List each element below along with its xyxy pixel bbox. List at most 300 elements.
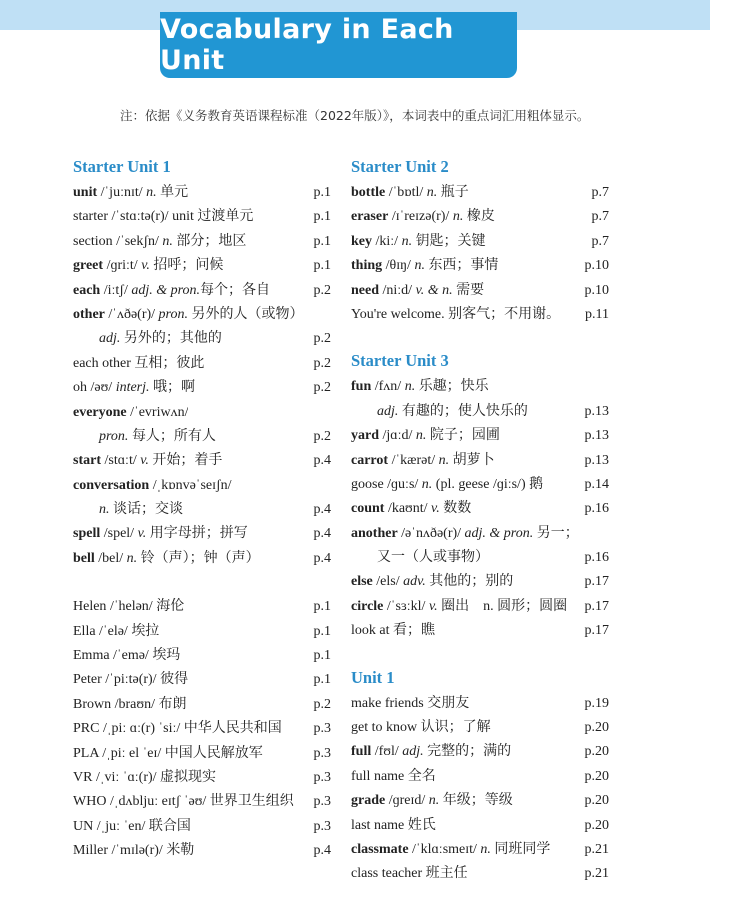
entry-word: get to know <box>351 720 418 736</box>
entry-phonetic: /ˈhelən/ <box>106 599 157 615</box>
entry-part-of-speech: adj. & pron. <box>131 282 201 298</box>
entry-text <box>73 522 248 546</box>
entry-text <box>351 497 471 521</box>
entry-part-of-speech: n. <box>421 476 433 492</box>
entry-page-ref: p.4 <box>313 502 331 518</box>
entry-phonetic: /iːtʃ/ <box>100 282 132 298</box>
entry-word: thing <box>351 258 383 274</box>
entry-part-of-speech: v. <box>431 501 440 517</box>
entry-word: Brown <box>73 696 112 712</box>
entry-meaning: 另一； <box>533 525 579 541</box>
entry-phonetic: /niːd/ <box>379 282 416 298</box>
entry-meaning: 用字母拼；拼写 <box>146 526 248 542</box>
vocab-entry <box>351 205 609 229</box>
vocab-entry <box>351 692 609 716</box>
entry-text <box>73 790 294 814</box>
entry-meaning: 单元 <box>156 185 189 200</box>
entry-part-of-speech: n. <box>426 185 438 200</box>
entry-phonetic: /ˈbɒtl/ <box>385 185 427 200</box>
entry-word: last name <box>351 817 405 833</box>
entry-meaning: 年级；等级 <box>439 793 513 809</box>
entry-page-ref: p.14 <box>584 476 609 492</box>
entry-word: fun <box>351 379 372 395</box>
entry-text <box>73 230 246 254</box>
vocab-entry <box>73 279 331 303</box>
entry-meaning: 埃玛 <box>152 648 181 664</box>
entry-meaning: 钥匙；关键 <box>412 233 486 249</box>
entry-part-of-speech: n. <box>452 209 464 225</box>
entry-page-ref: p.1 <box>313 233 331 249</box>
entry-word: everyone <box>73 404 127 420</box>
entry-text <box>351 522 579 546</box>
entry-text <box>73 425 216 449</box>
entry-text <box>351 375 489 399</box>
entry-phonetic: /spel/ <box>100 526 138 542</box>
entry-page-ref: p.21 <box>584 841 609 857</box>
vocab-entry <box>73 498 331 522</box>
entry-meaning: 世界卫生组织 <box>209 794 294 810</box>
entry-part-of-speech: n. <box>404 379 416 395</box>
vocab-entry <box>73 254 331 278</box>
entry-part-of-speech: v. <box>137 526 147 542</box>
entry-page-ref: p.2 <box>313 380 331 396</box>
entry-word: unit <box>73 185 98 200</box>
entry-page-ref: p.16 <box>584 501 609 517</box>
entry-text <box>73 595 184 619</box>
entry-word: conversation <box>73 477 150 493</box>
entry-meaning: 胡萝卜 <box>449 452 495 468</box>
entry-phonetic: /fʊl/ <box>371 744 403 760</box>
entry-word: need <box>351 282 379 298</box>
entry-word: bottle <box>351 185 386 200</box>
entry-text <box>73 668 188 692</box>
section-heading: Starter Unit 1 <box>73 157 171 176</box>
entry-page-ref: p.4 <box>313 843 331 859</box>
entry-part-of-speech: n. <box>99 502 110 518</box>
section-spacer <box>351 327 609 350</box>
entry-meaning: 院子；园圃 <box>426 428 500 444</box>
entry-text <box>351 181 469 205</box>
entry-phonetic: /ˈsekʃn/ <box>112 233 163 249</box>
entry-meaning: 东西；事情 <box>424 258 499 274</box>
vocab-entry <box>73 230 331 254</box>
section-spacer <box>73 571 331 595</box>
entry-page-ref: p.3 <box>313 721 331 737</box>
left-column <box>73 156 331 864</box>
entry-meaning: (pl. geese /ɡiːs/) 鹅 <box>432 476 544 492</box>
entry-word: PRC <box>73 721 100 737</box>
entry-meaning: 海伦 <box>156 599 185 615</box>
entry-word: each other <box>73 355 131 371</box>
entry-phonetic: /kaʊnt/ <box>384 501 432 517</box>
entry-meaning: 有趣的；使人快乐的 <box>398 403 528 419</box>
entry-page-ref: p.7 <box>591 185 609 200</box>
entry-meaning: 乐趣；快乐 <box>415 379 489 395</box>
entry-part-of-speech: n. <box>162 233 173 249</box>
entry-page-ref: p.1 <box>313 185 331 200</box>
entry-text <box>73 717 282 741</box>
entry-meaning: unit 过渡单元 <box>172 209 254 225</box>
entry-page-ref: p.20 <box>584 720 609 736</box>
entry-text <box>73 620 159 644</box>
vocab-entry <box>351 473 609 497</box>
entry-part-of-speech: interj. <box>115 380 150 396</box>
entry-phonetic: /ˈemə/ <box>109 648 153 664</box>
vocab-entry <box>73 595 331 619</box>
section-spacer <box>351 644 609 667</box>
entry-word: make friends <box>351 695 424 711</box>
entry-page-ref: p.13 <box>584 403 609 419</box>
entry-meaning: 班主任 <box>425 866 468 882</box>
entry-meaning: 每个；各自 <box>200 282 271 298</box>
entry-page-ref: p.2 <box>313 696 331 712</box>
entry-word: other <box>73 306 105 322</box>
entry-word: Miller <box>73 843 108 859</box>
entry-page-ref: p.1 <box>313 623 331 639</box>
entry-page-ref: p.3 <box>313 794 331 810</box>
vocab-entry <box>351 595 609 619</box>
entry-word: full <box>351 744 372 760</box>
entry-phonetic: /ɡriːt/ <box>103 258 142 274</box>
entry-phonetic: /ɡuːs/ <box>383 476 422 492</box>
entry-page-ref: p.20 <box>584 768 609 784</box>
vocab-entry <box>351 303 609 327</box>
entry-phonetic: /stɑːt/ <box>101 453 141 469</box>
entry-text <box>351 862 468 886</box>
entry-page-ref: p.2 <box>313 355 331 371</box>
vocab-entry <box>351 740 609 764</box>
entry-text <box>73 376 195 400</box>
vocab-entry <box>351 862 609 886</box>
entry-text <box>351 424 500 448</box>
vocab-entry <box>73 205 331 229</box>
entry-text <box>351 303 560 327</box>
entry-meaning: 完整的；满的 <box>423 744 512 760</box>
vocab-entry <box>73 644 331 668</box>
entry-page-ref: p.3 <box>313 818 331 834</box>
entry-text <box>351 279 484 303</box>
entry-meaning: 另外的；其他的 <box>120 331 222 347</box>
entry-word: Peter <box>73 672 102 688</box>
entry-word: carrot <box>351 452 389 468</box>
entry-part-of-speech: adj. & pron. <box>464 525 534 541</box>
entry-word: else <box>351 574 373 590</box>
entry-word: section <box>73 233 113 249</box>
entry-phonetic: /els/ <box>372 574 404 590</box>
entry-phonetic: /braʊn/ <box>111 696 159 712</box>
vocab-entry <box>73 766 331 790</box>
vocab-entry <box>73 790 331 814</box>
vocab-entry <box>73 839 331 863</box>
entry-text <box>73 474 232 498</box>
entry-page-ref: p.2 <box>313 282 331 298</box>
entry-phonetic: /ˌjuː ˈen/ <box>93 818 149 834</box>
vocab-entry <box>73 742 331 766</box>
vocab-entry <box>351 789 609 813</box>
entry-meaning: 开始；着手 <box>148 453 223 469</box>
entry-word: UN <box>73 818 94 834</box>
entry-word: another <box>351 525 398 541</box>
entry-text <box>73 766 216 790</box>
vocab-entry <box>73 303 331 327</box>
section-heading: Starter Unit 3 <box>351 351 449 371</box>
entry-text <box>73 815 191 839</box>
vocab-entry <box>73 693 331 717</box>
entry-text <box>351 789 513 813</box>
entry-word: You're welcome. <box>351 306 445 322</box>
entry-page-ref: p.1 <box>313 648 331 664</box>
entry-phonetic: /ˈevriwʌn/ <box>126 404 189 420</box>
entry-phonetic: /ˈkærət/ <box>388 452 439 468</box>
vocab-section <box>73 156 331 571</box>
entry-text <box>73 449 222 473</box>
vocab-entry <box>73 449 331 473</box>
vocab-entry <box>351 449 609 473</box>
entry-meaning: 别客气；不用谢。 <box>448 306 561 322</box>
vocab-entry <box>351 716 609 740</box>
entry-part-of-speech: v. & n. <box>415 282 453 298</box>
entry-phonetic: /ˈʌðə(r)/ <box>104 306 159 322</box>
entry-meaning: 需要 <box>452 282 485 298</box>
entry-part-of-speech: n. <box>146 185 157 200</box>
entry-word: key <box>351 233 372 249</box>
vocab-entry <box>73 620 331 644</box>
entry-part-of-speech: n. <box>480 841 491 857</box>
entry-word: Emma <box>73 648 110 664</box>
entry-word: goose <box>351 476 384 492</box>
entry-page-ref: p.2 <box>313 331 331 347</box>
entry-phonetic: /ˈelə/ <box>95 623 132 639</box>
section-heading: Unit 1 <box>351 667 395 687</box>
entry-meaning: 全名 <box>407 768 436 784</box>
entry-page-ref: p.1 <box>313 599 331 615</box>
entry-meaning: 米勒 <box>166 843 195 859</box>
vocab-section <box>351 667 609 887</box>
entry-part-of-speech: adj. <box>99 331 121 347</box>
entry-text <box>351 838 550 862</box>
entry-text <box>351 205 495 229</box>
entry-page-ref: p.11 <box>585 306 609 322</box>
entry-page-ref: p.16 <box>584 550 609 566</box>
entry-phonetic: /əˈnʌðə(r)/ <box>397 525 465 541</box>
entry-phonetic: /ˌviː ˈɑː(r)/ <box>92 769 161 785</box>
entry-phonetic: /ˌkɒnvəˈseɪʃn/ <box>149 477 232 493</box>
entry-meaning: 同班同学 <box>490 841 551 857</box>
entry-page-ref: p.4 <box>313 453 331 469</box>
entry-text <box>351 619 435 643</box>
entry-text <box>351 692 469 716</box>
entry-meaning: 互相；彼此 <box>134 355 205 371</box>
vocab-entry <box>73 668 331 692</box>
entry-phonetic: /ˈjuːnɪt/ <box>97 185 147 200</box>
entry-text <box>73 742 263 766</box>
vocab-section <box>73 595 331 863</box>
entry-text <box>351 740 511 764</box>
entry-phonetic: /ɡreɪd/ <box>385 793 429 809</box>
page-note: 注：依据《义务教育英语课程标准（2022年版）》，本词表中的重点词汇用粗体显示。 <box>120 108 590 123</box>
entry-text <box>73 693 186 717</box>
entry-part-of-speech: v. <box>140 453 149 469</box>
vocab-entry <box>73 522 331 546</box>
vocab-entry <box>73 401 331 425</box>
vocab-entry <box>351 279 609 303</box>
vocab-entry <box>351 814 609 838</box>
section-heading: Starter Unit 2 <box>351 157 449 176</box>
entry-part-of-speech: n. <box>414 258 425 274</box>
entry-page-ref: p.21 <box>584 866 609 882</box>
title-banner <box>160 12 517 78</box>
entry-part-of-speech: n. <box>438 452 450 468</box>
entry-part-of-speech: adj. <box>377 403 399 419</box>
entry-phonetic: /bel/ <box>94 550 127 566</box>
entry-meaning: 虚拟现实 <box>160 769 217 785</box>
vocab-entry <box>351 375 609 399</box>
vocab-entry <box>351 765 609 789</box>
vocab-section <box>351 156 609 327</box>
entry-phonetic: /ˈklɑːsmeɪt/ <box>408 841 481 857</box>
entry-text <box>73 644 180 668</box>
vocab-entry <box>351 497 609 521</box>
entry-page-ref: p.10 <box>584 258 609 274</box>
vocab-entry <box>73 815 331 839</box>
entry-phonetic: /ˌdʌbljuː eɪtʃ ˈəʊ/ <box>106 794 210 810</box>
vocab-entry <box>73 474 331 498</box>
entry-part-of-speech: n. <box>401 233 413 249</box>
entry-text <box>73 181 188 205</box>
vocab-entry <box>351 424 609 448</box>
entry-phonetic: /ɪˈreɪzə(r)/ <box>388 209 453 225</box>
entry-part-of-speech: v. <box>428 598 438 614</box>
entry-word: starter <box>73 209 108 225</box>
entry-meaning: 铃（声）；钟（声） <box>137 550 260 566</box>
entry-word: PLA <box>73 745 99 761</box>
entry-text <box>73 547 260 571</box>
entry-page-ref: p.17 <box>584 598 609 614</box>
entry-text <box>73 498 183 522</box>
entry-page-ref: p.1 <box>313 258 331 274</box>
entry-word: greet <box>73 258 104 274</box>
entry-meaning: 交朋友 <box>427 695 470 711</box>
entry-phonetic: /ˈmɪlə(r)/ <box>108 843 167 859</box>
entry-page-ref: p.13 <box>584 428 609 444</box>
vocab-entry <box>73 376 331 400</box>
entry-part-of-speech: adj. <box>402 744 424 760</box>
entry-word: Ella <box>73 623 96 639</box>
entry-text <box>73 205 253 229</box>
entry-phonetic: /əʊ/ <box>87 380 116 396</box>
entry-part-of-speech: n. <box>126 550 138 566</box>
entry-meaning: 彼得 <box>160 672 189 688</box>
vocab-entry <box>73 547 331 571</box>
entry-word: count <box>351 501 385 517</box>
entry-meaning: 认识；了解 <box>420 720 491 736</box>
entry-text <box>351 449 495 473</box>
entry-page-ref: p.4 <box>313 526 331 542</box>
entry-text <box>351 570 513 594</box>
vocab-entry <box>73 352 331 376</box>
entry-phonetic: /ˈstɑːtə(r)/ <box>107 209 173 225</box>
entry-text <box>351 230 486 254</box>
entry-word: WHO <box>73 794 107 810</box>
vocab-entry <box>351 181 609 205</box>
entry-page-ref: p.2 <box>313 428 331 444</box>
entry-text <box>351 546 489 570</box>
entry-word: VR <box>73 769 93 785</box>
entry-word: bell <box>73 550 95 566</box>
entry-text <box>73 839 194 863</box>
entry-meaning: 橡皮 <box>463 209 495 225</box>
entry-meaning: 每人；所有人 <box>128 428 216 444</box>
entry-meaning: 谈话；交谈 <box>109 502 183 518</box>
entry-meaning: 中国人民解放军 <box>164 745 263 761</box>
vocab-entry <box>73 181 331 205</box>
entry-text <box>73 352 204 376</box>
entry-text <box>351 595 567 619</box>
vocab-entry <box>351 230 609 254</box>
entry-page-ref: p.10 <box>584 282 609 298</box>
entry-page-ref: p.3 <box>313 745 331 761</box>
entry-text <box>73 279 270 303</box>
entry-word: grade <box>351 793 386 809</box>
entry-meaning: 其他的；别的 <box>425 574 514 590</box>
entry-meaning: 布朗 <box>158 696 187 712</box>
entry-phonetic: /ˈsɜːkl/ <box>383 598 429 614</box>
entry-phonetic: /ˌpiː el ˈeɪ/ <box>98 745 165 761</box>
entry-word: full name <box>351 768 405 784</box>
vocab-entry <box>73 425 331 449</box>
entry-phonetic: /ˌpiː ɑː(r) ˈsiː/ <box>99 721 184 737</box>
entry-word: eraser <box>351 209 389 225</box>
entry-meaning: 埃拉 <box>131 623 160 639</box>
entry-word: class teacher <box>351 866 423 882</box>
entry-page-ref: p.20 <box>584 793 609 809</box>
entry-phonetic: /θɪŋ/ <box>382 258 415 274</box>
entry-word: spell <box>73 526 101 542</box>
right-column <box>351 156 609 887</box>
entry-meaning: 数数 <box>439 501 472 517</box>
entry-page-ref: p.1 <box>313 672 331 688</box>
entry-word: circle <box>351 598 384 614</box>
vocab-entry <box>351 254 609 278</box>
entry-phonetic: /fʌn/ <box>371 379 405 395</box>
entry-meaning: 姓氏 <box>407 817 436 833</box>
entry-text <box>351 473 543 497</box>
entry-meaning: 又一（人或事物） <box>377 550 489 566</box>
entry-meaning: 另外的人（或物） <box>187 306 304 322</box>
entry-word: start <box>73 453 101 469</box>
entry-word: each <box>73 282 101 298</box>
entry-meaning: 圈出 n. 圆形；圆圈 <box>437 598 568 614</box>
vocab-entry <box>351 619 609 643</box>
entry-text <box>73 327 222 351</box>
entry-meaning: 联合国 <box>148 818 191 834</box>
entry-part-of-speech: n. <box>415 428 427 444</box>
vocab-entry <box>351 546 609 570</box>
entry-page-ref: p.13 <box>584 452 609 468</box>
entry-page-ref: p.3 <box>313 769 331 785</box>
vocab-entry <box>351 838 609 862</box>
vocab-section <box>351 350 609 643</box>
entry-text <box>351 716 491 740</box>
entry-meaning: 瓶子 <box>437 185 469 200</box>
entry-page-ref: p.1 <box>313 209 331 225</box>
page-title: Vocabulary in Each Unit <box>160 14 454 76</box>
entry-text <box>73 254 223 278</box>
entry-text <box>73 401 188 425</box>
entry-phonetic: /jɑːd/ <box>379 428 416 444</box>
entry-page-ref: p.7 <box>591 209 609 225</box>
entry-page-ref: p.4 <box>313 550 331 566</box>
